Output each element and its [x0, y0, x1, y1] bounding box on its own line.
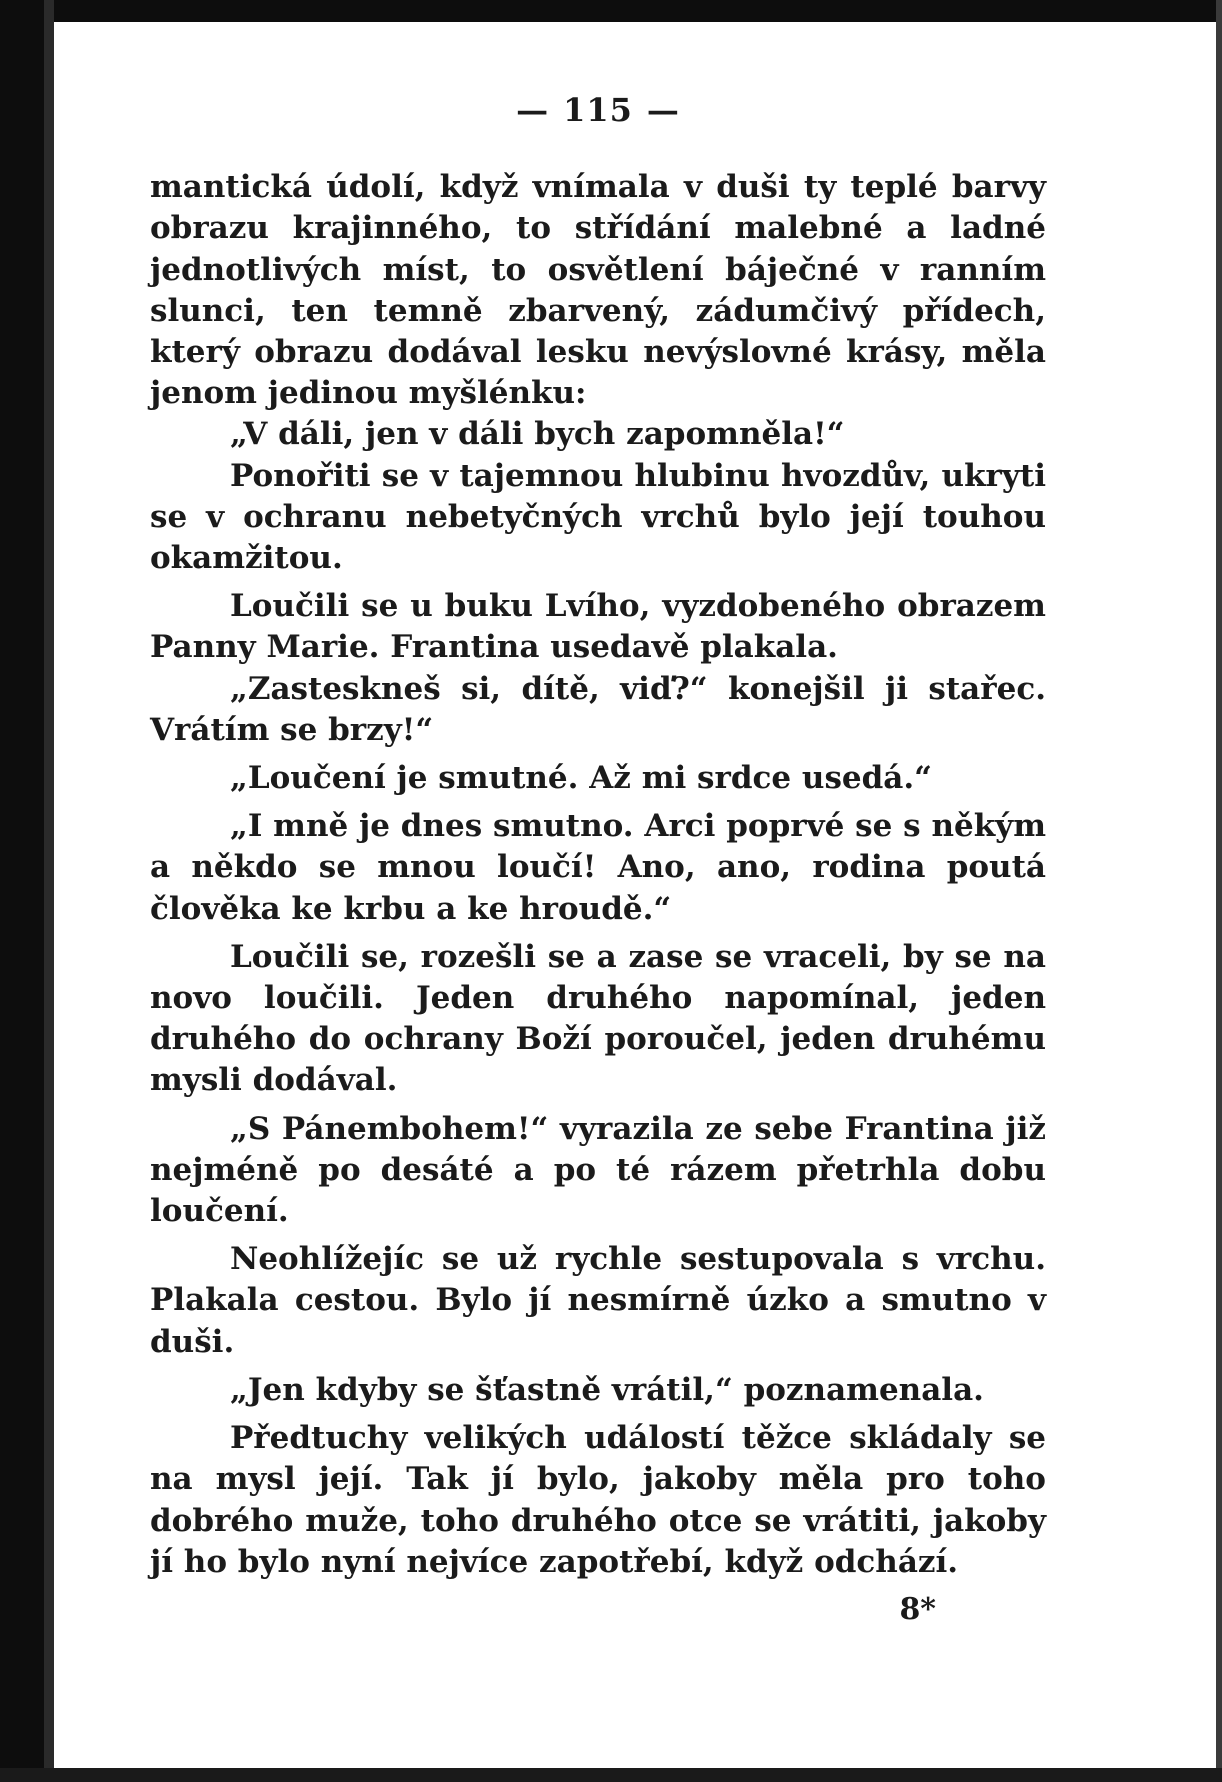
paragraph-4: Loučili se u buku Lvího, vyzdobeného obrazem Panny Marie. Frantina usedavě plakala.: [150, 588, 1046, 666]
page-number-value: 115: [563, 91, 633, 129]
paragraph-12: Předtuchy velikých událostí těžce skládaly se na mysl její. Tak jí bylo, jakoby měla pro toho dobrého muže, toho druhého otce se vrátiti, jakoby jí ho bylo nyní nejvíce zapotřebí, když odchází.: [150, 1420, 1046, 1580]
scan-edge-left: [0, 0, 44, 1782]
paragraph-6: „Loučení je smutné. Až mi srdce usedá.“: [230, 760, 933, 797]
paragraph-3: Ponořiti se v tajemnou hlubinu hvozdův, ukryti se v ochranu nebetyčných vrchů bylo její touhou okamžitou.: [150, 457, 1046, 577]
scan-edge-right: [1216, 0, 1222, 1782]
signature-mark: 8*: [899, 1591, 936, 1627]
scan-edge-left-inner: [44, 0, 54, 1782]
book-page: [150, 90, 1046, 1630]
paragraph-7: „I mně je dnes smutno. Arci poprvé se s někým a někdo se mnou loučí! Ano, ano, rodina poutá člověka ke krbu a ke hroudě.“: [150, 808, 1046, 927]
page-number-dash-right: —: [646, 91, 680, 129]
paragraph-1: mantická údolí, když vnímala v duši ty teplé barvy obrazu krajinného, to střídání malebné a ladné jednotlivých míst, to osvětlení báječné v ranním slunci, ten temně zbarvený, zádumčivý přídech, který obrazu dodával lesku nevýslovné krásy, měla jenom jedinou myšlénku:: [150, 169, 1046, 412]
paragraph-2: „V dáli, jen v dáli bych zapomněla!“: [230, 416, 845, 453]
paragraph-11: „Jen kdyby se šťastně vrátil,“ poznamenala.: [230, 1371, 984, 1408]
page-number: [150, 90, 1046, 131]
paragraph-10: Neohlížejíc se už rychle sestupovala s vrchu. Plakala cestou. Bylo jí nesmírně úzko a smutno v duši.: [150, 1241, 1046, 1360]
scan-edge-top: [0, 0, 1222, 22]
scan-edge-bottom: [0, 1768, 1222, 1782]
paragraph-5: „Zasteskneš si, dítě, viď?“ konejšil ji stařec. Vrátím se brzy!“: [150, 670, 1046, 748]
paragraph-8: Loučili se, rozešli se a zase se vraceli, by se na novo loučili. Jeden druhého napomínal, jeden druhého do ochrany Boží poroučel, jeden druhému mysli dodával.: [150, 938, 1046, 1099]
paragraph-9: „S Pánembohem!“ vyrazila ze sebe Frantina již nejméně po desáté a po té rázem přetrhla dobu loučení.: [150, 1110, 1046, 1230]
page-number-dash-left: —: [516, 91, 550, 129]
